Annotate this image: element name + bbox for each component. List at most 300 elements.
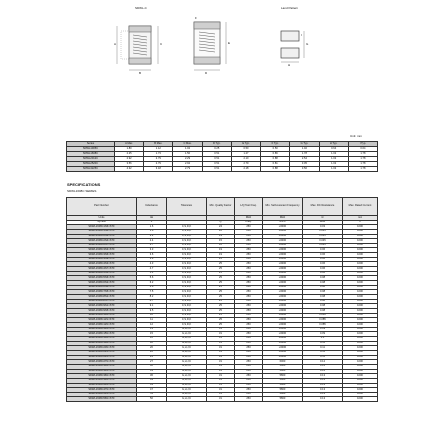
part-number-cell: SDWL1608C6N8□STF — [67, 285, 137, 290]
table-cell: 31 — [207, 369, 235, 374]
table-cell: 1000 — [343, 234, 378, 239]
table-cell: 31 — [207, 378, 235, 383]
table-cell: 1.78 — [348, 167, 377, 172]
table-cell: 19 — [207, 234, 235, 239]
table-cell: 0.06 — [303, 257, 343, 262]
table-cell: 0.045 — [303, 239, 343, 244]
table-cell: 1000 — [343, 248, 378, 253]
table-cell: 56 — [137, 397, 167, 402]
part-number-cell: SDWL1608C8N2□STF — [67, 295, 137, 300]
table-cell: 250 — [235, 229, 263, 234]
table-cell: 16 — [207, 229, 235, 234]
spec-unit: Units — [67, 216, 137, 221]
table-cell: 5800 — [263, 378, 303, 383]
table-cell: 1000 — [343, 276, 378, 281]
table-cell: 31 — [207, 332, 235, 337]
part-number-cell: SDWL1608C3N6□STF — [67, 253, 137, 258]
table-cell: 10 — [137, 313, 167, 318]
part-number-cell: SDWL1608C13N□STF — [67, 327, 137, 332]
spec-unit: mA — [343, 216, 378, 221]
table-cell: 1000 — [343, 383, 378, 388]
table-cell: C,S,D,K — [167, 262, 207, 267]
table-cell: 1000 — [343, 378, 378, 383]
table-cell: 2.2 — [137, 234, 167, 239]
land-pattern-caption: Land Pattern — [281, 6, 299, 10]
spec-unit: nH — [137, 216, 167, 221]
table-cell: 16 — [207, 243, 235, 248]
table-cell: 27 — [137, 360, 167, 365]
table-cell: 250 — [235, 346, 263, 351]
dim-header: I Typ. — [348, 142, 377, 147]
table-cell: 1.6 — [137, 225, 167, 230]
table-cell: 1000 — [343, 360, 378, 365]
table-cell: C,S,D,K — [167, 318, 207, 323]
table-cell: 250 — [235, 234, 263, 239]
table-cell: 250 — [235, 378, 263, 383]
unit-note: Unit: mm — [350, 134, 362, 138]
dim-header: G Typ. — [290, 142, 319, 147]
table-cell: 250 — [235, 276, 263, 281]
table-cell: 0.13 — [303, 392, 343, 397]
spec-header: Part Number — [67, 198, 137, 216]
part-number-cell: SDWL1608C4N7□STF — [67, 267, 137, 272]
table-cell: C,S,D,K — [167, 248, 207, 253]
table-cell: 1000 — [343, 281, 378, 286]
table-cell: 18 — [137, 341, 167, 346]
dim-label-d: D — [205, 71, 208, 75]
table-cell: 250 — [235, 271, 263, 276]
table-cell: 0.085 — [303, 318, 343, 323]
table-cell: G,H,J,K — [167, 397, 207, 402]
table-cell: 0.045 — [303, 234, 343, 239]
table-cell: G,H,J,K — [167, 336, 207, 341]
table-cell: 0.08 — [303, 285, 343, 290]
table-cell: 0.88 — [261, 157, 290, 162]
table-cell: 6000 — [263, 360, 303, 365]
part-number-cell: SDWL1608C12N□STF — [67, 322, 137, 327]
table-cell: ≥6000 — [263, 257, 303, 262]
table-cell: 19 — [207, 248, 235, 253]
table-cell: 1.02 — [173, 147, 202, 152]
table-cell: ≥6000 — [263, 267, 303, 272]
table-cell: 0.51 — [202, 152, 231, 157]
table-cell: 1000 — [343, 267, 378, 272]
table-cell: C,S,D,K — [167, 313, 207, 318]
table-cell: 1000 — [343, 336, 378, 341]
table-cell: G,H,J,K — [167, 350, 207, 355]
table-cell: 31 — [207, 355, 235, 360]
table-cell: 2.79 — [173, 167, 202, 172]
dimensions-table — [66, 141, 378, 172]
table-cell: ≥6000 — [263, 327, 303, 332]
part-number-cell: SDWL1608C5N6□STF — [67, 276, 137, 281]
table-cell: 3.9 — [137, 257, 167, 262]
dim-label-c: C — [160, 42, 163, 46]
table-cell: G,H,J,K — [167, 378, 207, 383]
table-cell: 0.88 — [261, 167, 290, 172]
table-cell: ≥6000 — [263, 276, 303, 281]
table-cell: 250 — [235, 225, 263, 230]
spec-header: Min. Self-resonant Frequency — [263, 198, 303, 216]
table-cell: ≥6000 — [263, 262, 303, 267]
table-cell: 1000 — [343, 341, 378, 346]
table-cell: 1000 — [343, 285, 378, 290]
table-cell: 1000 — [343, 364, 378, 369]
table-cell: 25 — [207, 267, 235, 272]
table-cell: 0.08 — [303, 281, 343, 286]
table-cell: 1000 — [343, 355, 378, 360]
table-cell: 0.13 — [303, 388, 343, 393]
table-cell: G,H,J,K — [167, 392, 207, 397]
table-cell: C,S,D,K — [167, 267, 207, 272]
part-number-cell: SDWL1608C39N□STF — [67, 378, 137, 383]
part-number-cell: SDWL1608C56N□STF — [67, 397, 137, 402]
table-cell: 0.06 — [303, 271, 343, 276]
spec-unit: MHz — [263, 216, 303, 221]
table-cell: 25 — [207, 262, 235, 267]
table-cell: 2.25 — [115, 152, 144, 157]
table-cell: 2.4 — [137, 239, 167, 244]
table-cell: G,H,J,K — [167, 341, 207, 346]
part-number-cell: SDWL1608C1N6□STF — [67, 225, 137, 230]
table-cell: 1.78 — [290, 152, 319, 157]
table-cell: 250 — [235, 313, 263, 318]
part-number-cell: SDWL1608C — [67, 152, 115, 157]
spec-header: L/Q Test Freq. — [235, 198, 263, 216]
table-cell: 47 — [137, 388, 167, 393]
part-number-cell: SDWL1608C5N1□STF — [67, 271, 137, 276]
table-cell: 0.06 — [303, 253, 343, 258]
table-cell: 15 — [207, 239, 235, 244]
table-cell: 13 — [137, 327, 167, 332]
part-number-cell: SDWL1608C24N□STF — [67, 355, 137, 360]
table-cell: ≥6000 — [263, 234, 303, 239]
part-number-cell: SDWL1608C18N□STF — [67, 341, 137, 346]
table-cell: 3.56 — [290, 167, 319, 172]
table-cell: 31 — [207, 374, 235, 379]
table-cell: 250 — [235, 397, 263, 402]
table-cell: 11 — [137, 318, 167, 323]
spec-unit: MHz — [235, 216, 263, 221]
table-cell: 4.32 — [115, 167, 144, 172]
table-cell: 0.11 — [303, 355, 343, 360]
table-cell: 250 — [235, 332, 263, 337]
table-cell: C,S,D,K — [167, 234, 207, 239]
table-cell: 0.11 — [303, 341, 343, 346]
table-cell: 19 — [207, 253, 235, 258]
table-cell: 16 — [137, 336, 167, 341]
table-cell: ≥6000 — [263, 295, 303, 300]
table-cell: 1000 — [343, 313, 378, 318]
table-cell: 1.02 — [319, 152, 348, 157]
table-cell: 5.6 — [137, 276, 167, 281]
table-cell: 25 — [207, 257, 235, 262]
part-number-cell: SDWL1608C2N2□STF — [67, 234, 137, 239]
table-cell: 1000 — [343, 369, 378, 374]
table-cell: G,H,J,K — [167, 374, 207, 379]
table-cell: 3.3 — [137, 248, 167, 253]
table-cell: 31 — [207, 388, 235, 393]
table-cell: ≥6000 — [263, 281, 303, 286]
table-cell: 25 — [207, 276, 235, 281]
table-cell: 25 — [207, 318, 235, 323]
part-number-cell: SDWL1608C47N□STF — [67, 388, 137, 393]
spec-header-row — [67, 198, 378, 216]
spec-header: Max. DC Resistance — [303, 198, 343, 216]
table-cell: 1000 — [343, 309, 378, 314]
part-number-cell: SDWL1005C — [67, 147, 115, 152]
table-cell: C,S,D,K — [167, 271, 207, 276]
table-cell: 51 — [137, 392, 167, 397]
spec-symbol: L — [137, 220, 167, 225]
table-cell: 15 — [137, 332, 167, 337]
table-cell: 1000 — [343, 271, 378, 276]
table-cell: 2.29 — [173, 157, 202, 162]
table-cell: 1000 — [343, 327, 378, 332]
table-cell: 250 — [235, 290, 263, 295]
table-cell: 0.1 — [303, 336, 343, 341]
table-cell: 250 — [235, 374, 263, 379]
part-number-cell: SDWL1608C8N7□STF — [67, 299, 137, 304]
table-cell: 31 — [207, 364, 235, 369]
table-cell: 250 — [235, 369, 263, 374]
table-cell: 1000 — [343, 243, 378, 248]
component-top-view — [0, 0, 445, 80]
table-cell: C,S,D,K — [167, 229, 207, 234]
table-cell: 250 — [235, 322, 263, 327]
table-cell: 6.2 — [137, 281, 167, 286]
table-cell: 7.5 — [137, 290, 167, 295]
part-number-cell: SDWL1608C11N□STF — [67, 318, 137, 323]
table-cell: 20 — [137, 346, 167, 351]
table-cell: 0.06 — [303, 248, 343, 253]
table-cell: 0.13 — [303, 374, 343, 379]
table-cell: ≥6000 — [263, 346, 303, 351]
table-cell: 0.085 — [303, 322, 343, 327]
table-cell: 1000 — [343, 388, 378, 393]
table-cell: C,S,D,K — [167, 299, 207, 304]
table-cell: 1000 — [343, 346, 378, 351]
table-cell: 0.045 — [303, 229, 343, 234]
table-cell: ≥6000 — [263, 313, 303, 318]
spec-symbol: DCR — [303, 220, 343, 225]
table-cell: C,S,D,K — [167, 225, 207, 230]
table-cell: 1000 — [343, 239, 378, 244]
table-cell: 2.79 — [231, 162, 260, 167]
table-cell: C,S,D,K — [167, 276, 207, 281]
table-cell: C,S,D,K — [167, 322, 207, 327]
table-cell: 0.08 — [303, 309, 343, 314]
table-cell: 25 — [207, 290, 235, 295]
table-cell: 1000 — [343, 350, 378, 355]
table-cell: 0.64 — [319, 147, 348, 152]
spec-symbol: Q — [207, 220, 235, 225]
table-cell: ≥6000 — [263, 248, 303, 253]
table-cell: 0.12 — [303, 369, 343, 374]
table-cell: 3.05 — [290, 162, 319, 167]
table-cell: 25 — [207, 281, 235, 286]
table-cell: G,H,J,K — [167, 360, 207, 365]
spec-header: Tolerance — [167, 198, 207, 216]
table-cell: 9.5 — [137, 309, 167, 314]
table-cell: ≥6000 — [263, 304, 303, 309]
table-cell: 5800 — [263, 374, 303, 379]
table-cell: 12 — [137, 322, 167, 327]
table-cell: 31 — [207, 350, 235, 355]
table-cell: G,H,J,K — [167, 346, 207, 351]
table-cell: 0.08 — [303, 276, 343, 281]
table-cell: 2.54 — [290, 157, 319, 162]
spec-title: SPECIFICATIONS — [67, 182, 101, 187]
table-cell: 5800 — [263, 388, 303, 393]
table-cell: 33 — [137, 369, 167, 374]
table-cell: 1000 — [343, 332, 378, 337]
table-cell: 1.50 — [173, 152, 202, 157]
table-cell: 5800 — [263, 392, 303, 397]
table-cell: 1000 — [343, 397, 378, 402]
table-cell: 25 — [207, 295, 235, 300]
table-cell: C,S,D,K — [167, 253, 207, 258]
table-cell: 250 — [235, 304, 263, 309]
table-cell: 25 — [207, 313, 235, 318]
table-cell: ≥6000 — [263, 332, 303, 337]
dim-label-b: B — [139, 71, 142, 75]
dim-header: B Max. — [144, 142, 173, 147]
table-cell: 0.12 — [303, 360, 343, 365]
table-row — [67, 167, 378, 172]
part-number-cell: SDWL1608C9N1□STF — [67, 304, 137, 309]
table-cell: 0.51 — [202, 157, 231, 162]
part-number-cell: SDWL1608C7N5□STF — [67, 290, 137, 295]
table-cell: 2.79 — [144, 162, 173, 167]
table-cell: 25 — [207, 322, 235, 327]
table-cell: 2.92 — [173, 162, 202, 167]
table-row — [67, 397, 378, 402]
table-cell: 25 — [207, 309, 235, 314]
table-cell: 1000 — [343, 374, 378, 379]
table-cell: 5800 — [263, 369, 303, 374]
table-cell: ≥6000 — [263, 271, 303, 276]
spec-symbol: Freq. — [235, 220, 263, 225]
dim-header: F Typ. — [261, 142, 290, 147]
table-cell: 24 — [137, 355, 167, 360]
part-number-cell: SDWL1608C36N□STF — [67, 374, 137, 379]
table-cell: 4.3 — [137, 262, 167, 267]
table-cell: 0.06 — [303, 267, 343, 272]
table-cell: ≥6000 — [263, 309, 303, 314]
table-cell: 0.51 — [202, 162, 231, 167]
table-cell: C,S,D,K — [167, 257, 207, 262]
table-cell: 1000 — [343, 225, 378, 230]
table-cell: C,S,D,K — [167, 309, 207, 314]
table-cell: C,S,D,K — [167, 239, 207, 244]
table-cell: 1000 — [343, 299, 378, 304]
table-cell: 0.08 — [303, 304, 343, 309]
part-number-cell: SDWL1608C3N3□STF — [67, 248, 137, 253]
table-cell: 0.085 — [303, 313, 343, 318]
spec-unit: Ω — [303, 216, 343, 221]
table-cell: 1.02 — [290, 147, 319, 152]
table-cell: ≥6000 — [263, 322, 303, 327]
table-cell: ≥6000 — [263, 290, 303, 295]
dim-header: E Typ. — [231, 142, 260, 147]
part-number-cell: SDWL1608C10N□STF — [67, 313, 137, 318]
dim-label-i: I — [301, 33, 302, 37]
table-cell: 250 — [235, 248, 263, 253]
table-cell: 250 — [235, 299, 263, 304]
table-cell: 0.51 — [202, 167, 231, 172]
spec-subtitle: SDWL1608C SERIES — [67, 189, 97, 193]
part-drawing-caption: SDWL-C — [135, 6, 147, 10]
spec-symbol: Symbol — [67, 220, 137, 225]
table-cell: ≥6000 — [263, 318, 303, 323]
part-number-cell: SDWL1608C33N□STF — [67, 369, 137, 374]
table-cell: 25 — [207, 304, 235, 309]
part-number-cell: SDWL1608C2N7□STF — [67, 243, 137, 248]
table-cell: 250 — [235, 341, 263, 346]
table-cell: G,H,J,K — [167, 369, 207, 374]
table-cell: G,H,J,K — [167, 332, 207, 337]
table-cell: 250 — [235, 383, 263, 388]
table-cell: 1000 — [343, 392, 378, 397]
table-cell: 1.78 — [348, 157, 377, 162]
table-cell: 2.7 — [137, 243, 167, 248]
table-cell: 0.50 — [261, 147, 290, 152]
table-cell: 0.06 — [303, 262, 343, 267]
table-cell: 0.08 — [303, 299, 343, 304]
table-cell: 5800 — [263, 383, 303, 388]
table-cell: 1000 — [343, 253, 378, 258]
table-cell: ≥6000 — [263, 253, 303, 258]
table-cell: 250 — [235, 285, 263, 290]
dim-label-h: H — [288, 63, 291, 67]
table-cell: C,S,D,K — [167, 304, 207, 309]
spec-symbol: Ir — [343, 220, 378, 225]
table-cell: G,H,J,K — [167, 388, 207, 393]
table-cell: 250 — [235, 392, 263, 397]
table-cell: 250 — [235, 336, 263, 341]
table-cell: 0.50 — [231, 147, 260, 152]
table-cell: 1.73 — [144, 152, 173, 157]
part-number-cell: SDWL1608C3N9□STF — [67, 257, 137, 262]
dim-header: C Max. — [173, 142, 202, 147]
table-cell: 8.7 — [137, 299, 167, 304]
table-cell: 0.045 — [303, 243, 343, 248]
part-number-cell: SDWL1608C15N□STF — [67, 332, 137, 337]
table-cell: 1.02 — [319, 162, 348, 167]
table-cell: C,S,D,K — [167, 290, 207, 295]
table-cell: 5800 — [263, 397, 303, 402]
table-cell: 0.11 — [303, 346, 343, 351]
table-cell: 25 — [207, 285, 235, 290]
table-cell: 250 — [235, 281, 263, 286]
table-cell: 0.12 — [303, 364, 343, 369]
table-cell: 1.12 — [144, 147, 173, 152]
table-cell: 2.18 — [231, 167, 260, 172]
table-cell: 1000 — [343, 318, 378, 323]
table-cell: 1000 — [343, 262, 378, 267]
table-cell: 3.6 — [137, 253, 167, 258]
table-cell: 250 — [235, 309, 263, 314]
table-cell: 0.25 — [202, 147, 231, 152]
table-cell: 31 — [207, 392, 235, 397]
table-cell: 4.7 — [137, 267, 167, 272]
part-number-cell: SDWL1608C51N□STF — [67, 392, 137, 397]
table-cell: C,S,D,K — [167, 281, 207, 286]
table-cell: 31 — [207, 336, 235, 341]
table-cell: 31 — [207, 346, 235, 351]
table-cell: ≥6000 — [263, 229, 303, 234]
